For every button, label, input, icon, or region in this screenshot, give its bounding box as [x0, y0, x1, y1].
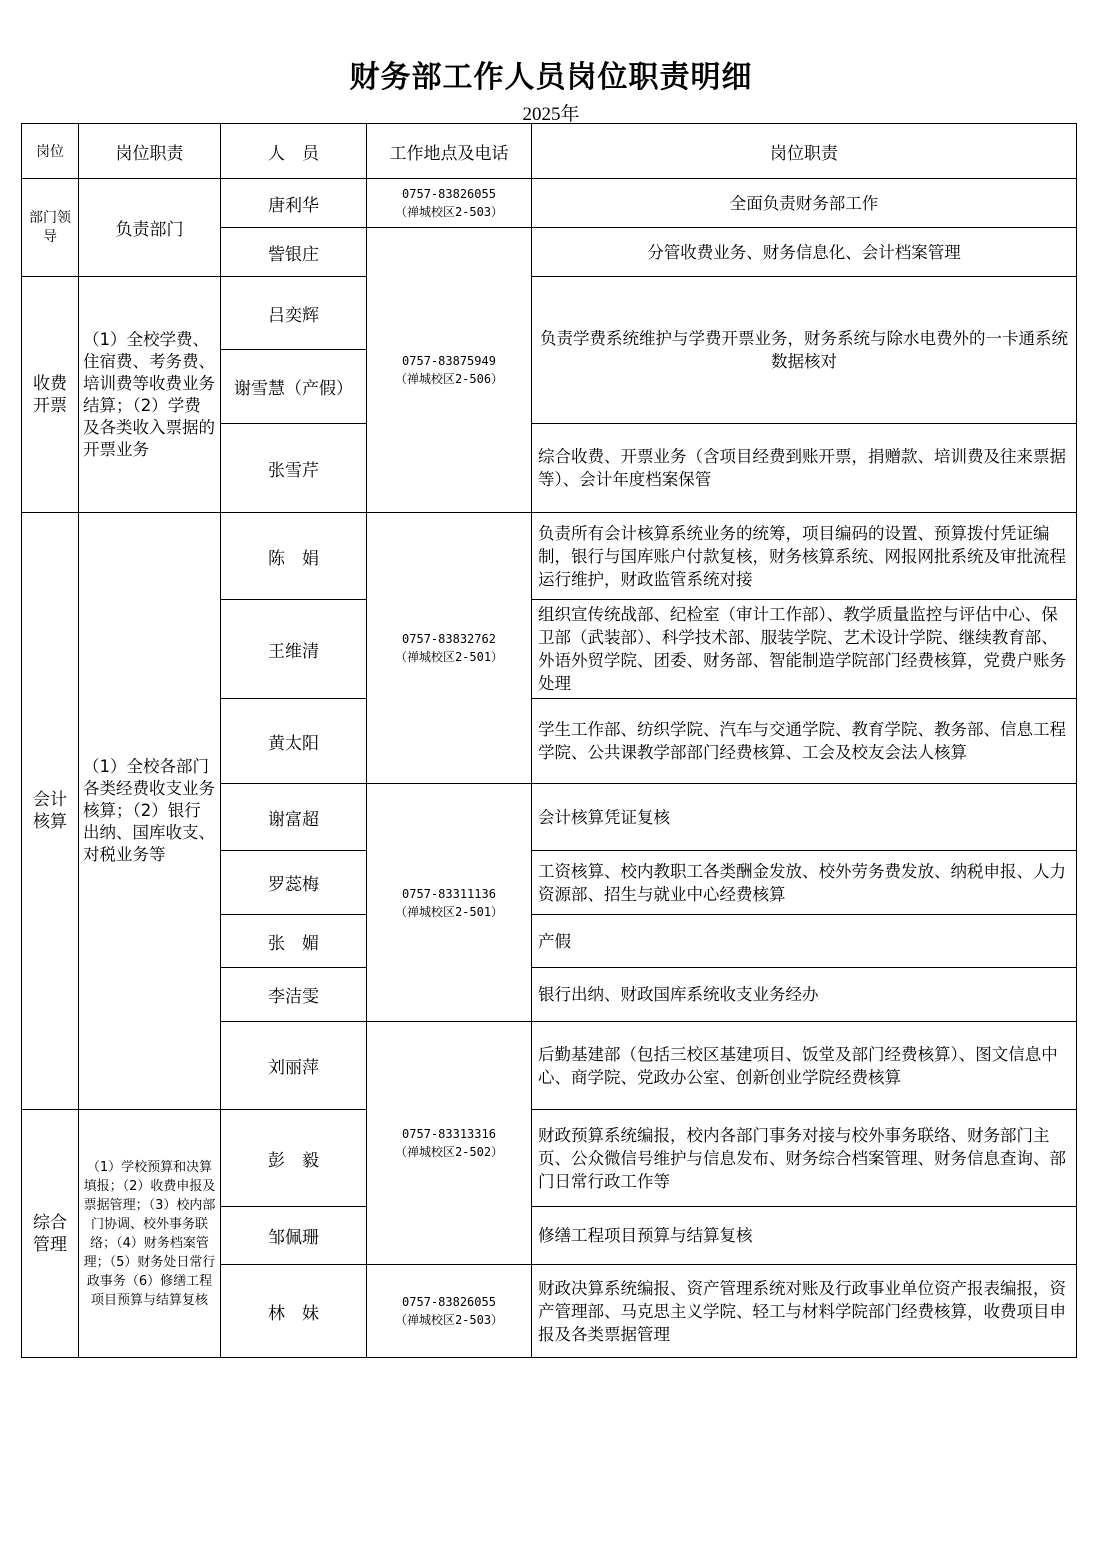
- contact-location: （禅城校区2-503）: [394, 1313, 504, 1327]
- person-name: 唐利华: [221, 179, 367, 228]
- duty-description: 修缮工程项目预算与结算复核: [532, 1207, 1077, 1265]
- document-year: 2025年: [522, 104, 580, 125]
- contact-phone: 0757-83832762: [402, 632, 496, 646]
- person-name: 张 媚: [221, 915, 367, 968]
- header-contact: 工作地点及电话: [367, 124, 532, 179]
- duty-table: [21, 123, 1077, 1358]
- header-person: 人 员: [221, 124, 367, 179]
- duty-description: 综合收费、开票业务（含项目经费到账开票，捐赠款、培训费及往来票据等）、会计年度档案保管: [532, 424, 1077, 513]
- table-row: [22, 277, 1077, 350]
- contact-location: （禅城校区2-501）: [394, 650, 504, 664]
- contact-location: （禅城校区2-503）: [394, 205, 504, 219]
- duty-description: 分管收费业务、财务信息化、会计档案管理: [532, 228, 1077, 277]
- contact-location: （禅城校区2-502）: [394, 1145, 504, 1159]
- duty-description: 财政决算系统编报、资产管理系统对账及行政事业单位资产报表编报，资产管理部、马克思主义学院、轻工与材料学院部门经费核算，收费项目申报及各类票据管理: [532, 1265, 1077, 1358]
- table-row: [22, 513, 1077, 600]
- document-title: 财务部工作人员岗位职责明细: [349, 60, 753, 95]
- contact-cell: [367, 228, 532, 513]
- duty-description: 负责学费系统维护与学费开票业务，财务系统与除水电费外的一卡通系统数据核对: [532, 277, 1077, 424]
- scope-leadership: 负责部门: [79, 179, 221, 277]
- person-name: 吕奕辉: [221, 277, 367, 350]
- person-name: 陈 娟: [221, 513, 367, 600]
- table-header-row: [22, 124, 1077, 179]
- person-name: 邹佩珊: [221, 1207, 367, 1265]
- scope-accounting: （1）全校各部门各类经费收支业务核算；（2）银行出纳、国库收支、对税业务等: [79, 513, 221, 1110]
- header-duties: 岗位职责: [532, 124, 1077, 179]
- contact-phone: 0757-83826055: [402, 187, 496, 201]
- person-name: 谢雪慧（产假）: [221, 350, 367, 424]
- position-fees: 收费开票: [22, 277, 79, 513]
- person-name: 刘丽萍: [221, 1022, 367, 1110]
- person-name: 黄太阳: [221, 699, 367, 784]
- person-name: 罗蕊梅: [221, 851, 367, 915]
- header-position: 岗位: [22, 124, 79, 179]
- contact-cell: [367, 179, 532, 228]
- duty-description: 工资核算、校内教职工各类酬金发放、校外劳务费发放、纳税申报、人力资源部、招生与就业中心经费核算: [532, 851, 1077, 915]
- contact-cell: [367, 1265, 532, 1358]
- scope-general: （1）学校预算和决算填报；（2）收费申报及票据管理；（3）校内部门协调、校外事务联络；（4）财务档案管理；（5）财务处日常行政事务（6）修缮工程项目预算与结算复核: [79, 1110, 221, 1358]
- contact-phone: 0757-83313316: [402, 1127, 496, 1141]
- duty-description: 组织宣传统战部、纪检室（审计工作部）、教学质量监控与评估中心、保卫部（武装部）、科学技术部、服装学院、艺术设计学院、继续教育部、外语外贸学院、团委、财务部、智能制造学院部门经费核算，党费户账务处理: [532, 600, 1077, 699]
- position-general: 综合管理: [22, 1110, 79, 1358]
- position-leadership: 部门领导: [22, 179, 79, 277]
- position-accounting: 会计核算: [22, 513, 79, 1110]
- contact-location: （禅城校区2-501）: [394, 904, 504, 919]
- person-name: 谢富超: [221, 784, 367, 851]
- duty-description: 会计核算凭证复核: [532, 784, 1077, 851]
- contact-phone: 0757-83826055: [402, 1295, 496, 1309]
- contact-cell: [367, 1022, 532, 1265]
- duty-description: 财政预算系统编报，校内各部门事务对接与校外事务联络、财务部门主页、公众微信号维护与信息发布、财务综合档案管理、财务信息查询、部门日常行政工作等: [532, 1110, 1077, 1207]
- person-name: 彭 毅: [221, 1110, 367, 1207]
- duty-description: 后勤基建部（包括三校区基建项目、饭堂及部门经费核算）、图文信息中心、商学院、党政办公室、创新创业学院经费核算: [532, 1022, 1077, 1110]
- person-name: 王维清: [221, 600, 367, 699]
- duty-description: 产假: [532, 915, 1077, 968]
- person-name: 张雪芹: [221, 424, 367, 513]
- person-name: 訾银庄: [221, 228, 367, 277]
- header-scope: 岗位职责: [79, 124, 221, 179]
- duty-description: 学生工作部、纺织学院、汽车与交通学院、教育学院、教务部、信息工程学院、公共课教学部部门经费核算、工会及校友会法人核算: [532, 699, 1077, 784]
- contact-phone: 0757-83875949: [402, 354, 496, 368]
- contact-phone: 0757-83311136: [402, 886, 496, 901]
- person-name: 李洁雯: [221, 968, 367, 1022]
- table-row: [22, 179, 1077, 228]
- contact-cell: [367, 513, 532, 784]
- contact-location: （禅城校区2-506）: [394, 372, 504, 386]
- contact-cell: [367, 784, 532, 1022]
- person-name: 林 妹: [221, 1265, 367, 1358]
- duty-description: 银行出纳、财政国库系统收支业务经办: [532, 968, 1077, 1022]
- scope-fees: （1）全校学费、住宿费、考务费、培训费等收费业务结算；（2）学费及各类收入票据的开票业务: [79, 277, 221, 513]
- duty-description: 负责所有会计核算系统业务的统筹，项目编码的设置、预算拨付凭证编制，银行与国库账户付款复核，财务核算系统、网报网批系统及审批流程运行维护，财政监管系统对接: [532, 513, 1077, 600]
- table-row: [22, 1110, 1077, 1207]
- duty-description: 全面负责财务部工作: [532, 179, 1077, 228]
